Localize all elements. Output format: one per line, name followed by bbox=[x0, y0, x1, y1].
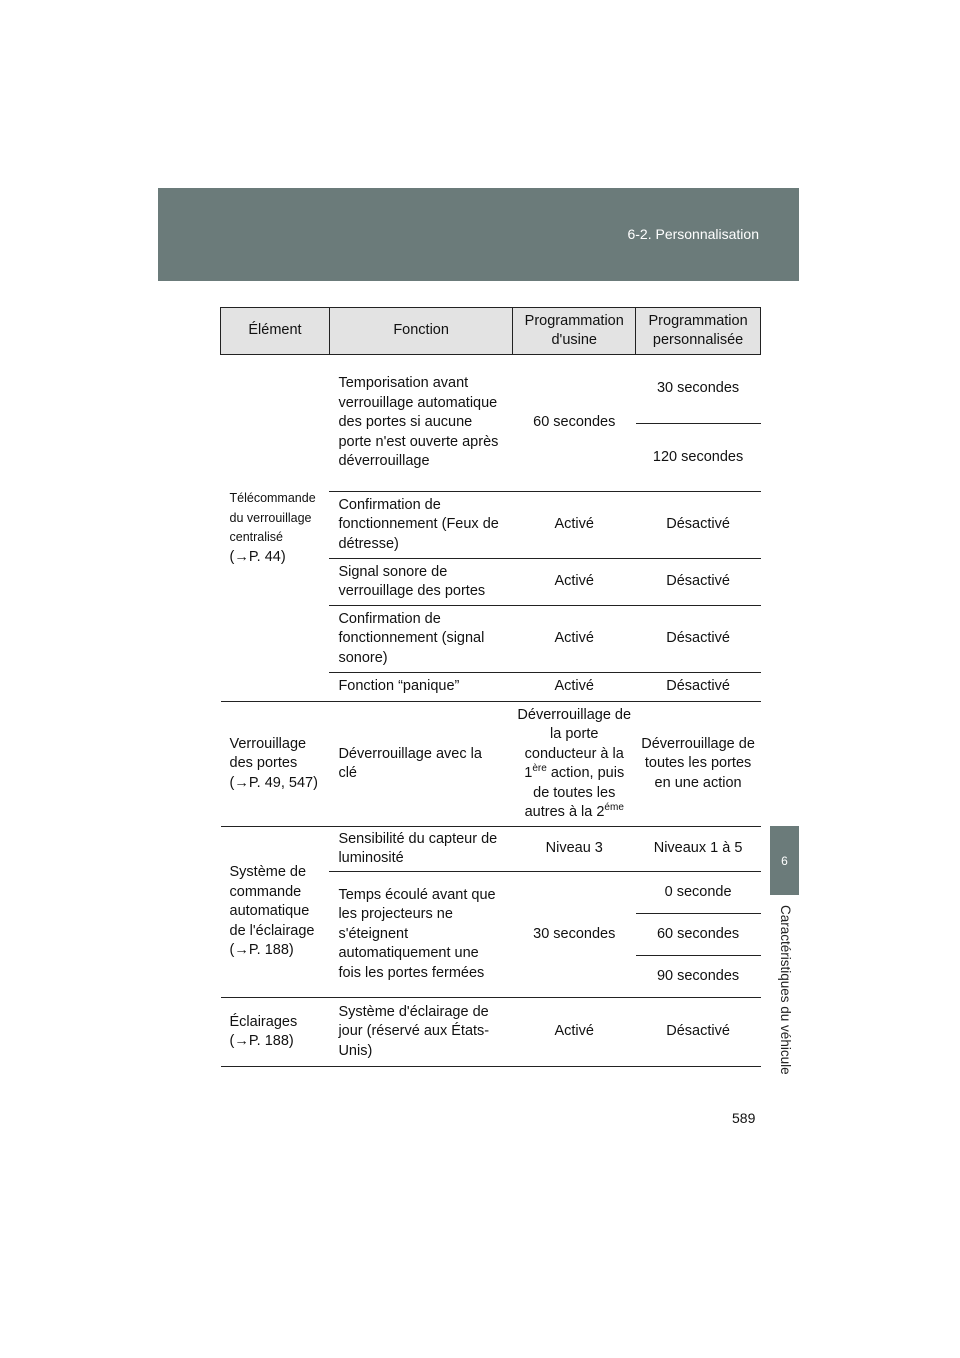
usine-cell: 60 secondes bbox=[513, 355, 636, 492]
perso-cell: Désactivé bbox=[636, 606, 761, 673]
perso-cell: Désactivé bbox=[636, 673, 761, 702]
perso-cell: Désactivé bbox=[636, 559, 761, 606]
table-row bbox=[221, 998, 761, 1067]
usine-cell: 30 secondes bbox=[513, 872, 636, 998]
usine-cell: Activé bbox=[513, 559, 636, 606]
superscript: éme bbox=[604, 802, 624, 814]
element-label-line: Télécommande bbox=[229, 491, 316, 505]
element-cell: Système de commande automatique de l'éclairage (→P. 188) bbox=[221, 827, 330, 998]
fonction-cell: Temporisation avant verrouillage automatique des portes si aucune porte n'est ouverte après déverrouillage bbox=[329, 355, 512, 492]
table-row bbox=[221, 355, 761, 424]
fonction-cell: Système d'éclairage de jour (réservé aux États-Unis) bbox=[329, 998, 512, 1067]
element-cell bbox=[221, 355, 330, 702]
perso-cell: Désactivé bbox=[636, 998, 761, 1067]
table-header-row bbox=[221, 308, 761, 355]
usine-text: Déverrouillage de la porte conducteur à la 1 bbox=[517, 706, 632, 781]
usine-cell: Niveau 3 bbox=[513, 827, 636, 872]
customization-table bbox=[220, 307, 761, 1067]
perso-cell: Désactivé bbox=[636, 492, 761, 559]
usine-cell: Activé bbox=[513, 492, 636, 559]
section-header-band bbox=[158, 188, 799, 281]
usine-text: action, puis de toutes les autres à la 2 bbox=[524, 765, 625, 820]
chapter-number: 6 bbox=[781, 853, 788, 868]
usine-cell: Activé bbox=[513, 606, 636, 673]
usine-cell: Activé bbox=[513, 673, 636, 702]
header-fonction: Fonction bbox=[329, 308, 512, 355]
header-usine: Programmation d'usine bbox=[513, 308, 636, 355]
element-cell: Éclairages (→P. 188) bbox=[221, 998, 330, 1067]
fonction-cell: Signal sonore de verrouillage des portes bbox=[329, 559, 512, 606]
element-cell: Verrouillage des portes (→P. 49, 547) bbox=[221, 702, 330, 827]
fonction-cell: Temps écoulé avant que les projecteurs ne s'éteignent automatiquement une fois les portes fermées bbox=[329, 872, 512, 998]
table-row bbox=[221, 702, 761, 827]
header-element: Élément bbox=[221, 308, 330, 355]
fonction-cell: Confirmation de fonctionnement (Feux de détresse) bbox=[329, 492, 512, 559]
fonction-cell: Sensibilité du capteur de luminosité bbox=[329, 827, 512, 872]
superscript: ère bbox=[532, 763, 547, 775]
chapter-tab bbox=[770, 826, 799, 895]
page-number: 589 bbox=[732, 1110, 756, 1126]
table-row bbox=[221, 827, 761, 872]
usine-cell: Activé bbox=[513, 998, 636, 1067]
perso-cell: 90 secondes bbox=[636, 956, 761, 998]
perso-cell: 60 secondes bbox=[636, 914, 761, 956]
fonction-cell: Fonction “panique” bbox=[329, 673, 512, 702]
section-title: 6-2. Personnalisation bbox=[627, 226, 759, 242]
element-label-line: du verrouillage bbox=[229, 510, 312, 525]
perso-cell: Niveaux 1 à 5 bbox=[636, 827, 761, 872]
perso-cell: 120 secondes bbox=[636, 423, 761, 492]
perso-cell: 30 secondes bbox=[636, 355, 761, 424]
element-label-line: centralisé bbox=[229, 530, 283, 544]
perso-cell: Déverrouillage de toutes les portes en une action bbox=[636, 702, 761, 827]
usine-cell bbox=[513, 702, 636, 827]
perso-cell: 0 seconde bbox=[636, 872, 761, 914]
page-reference: (→P. 44) bbox=[229, 548, 286, 565]
fonction-cell: Confirmation de fonctionnement (signal sonore) bbox=[329, 606, 512, 673]
header-perso: Programmation personnalisée bbox=[636, 308, 761, 355]
chapter-title: Caractéristiques du véhicule bbox=[778, 905, 793, 1075]
fonction-cell: Déverrouillage avec la clé bbox=[329, 702, 512, 827]
